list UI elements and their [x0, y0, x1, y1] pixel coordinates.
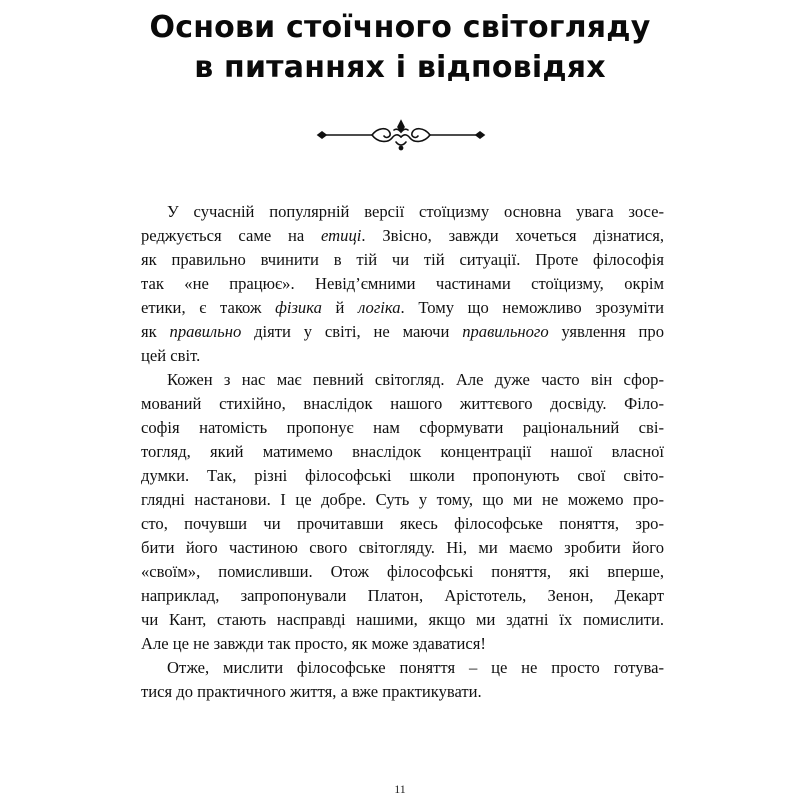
text-line: [141, 608, 664, 632]
text-line: [141, 392, 664, 416]
text-run: Кожен з нас має певний світогляд. Але дуже часто він сфор-: [167, 370, 664, 389]
paragraph: [141, 656, 664, 704]
text-run: наприклад, запропонували Платон, Арістотель, Зенон, Декарт: [141, 586, 664, 605]
text-line: [141, 296, 664, 320]
text-line: [141, 344, 664, 368]
text-run: Але це не завжди так просто, як може здаватися!: [141, 634, 486, 653]
text-line: [141, 320, 664, 344]
text-line: [141, 416, 664, 440]
text-run: цей світ.: [141, 346, 201, 365]
text-line: [141, 512, 664, 536]
text-run: чи Кант, стають насправді нашими, якщо ми здатні їх помислити.: [141, 610, 664, 629]
text-run: сто, почувши чи прочитавши якесь філософське поняття, зро-: [141, 514, 664, 533]
ornament-flourish-icon: [316, 118, 486, 152]
text-line: [141, 680, 664, 704]
text-run: так «не працює». Невід’ємними частинами стоїцизму, окрім: [141, 274, 664, 293]
italic-term: етиці: [321, 226, 362, 245]
text-run: «своїм», помисливши. Отож філософські поняття, які вперше,: [141, 562, 664, 581]
italic-term: правильно: [169, 322, 242, 341]
text-line: [141, 584, 664, 608]
text-run: . Тому що неможливо зрозуміти: [400, 298, 664, 317]
text-line: [141, 656, 664, 680]
text-line: [141, 488, 664, 512]
text-run: уявлення про: [548, 322, 664, 341]
text-run: тогляд, який матимемо внаслідок концентрації нашої власної: [141, 442, 664, 461]
text-line: [141, 464, 664, 488]
text-run: . Звісно, завжди хочеться дізнатися,: [361, 226, 664, 245]
text-run: У сучасній популярній версії стоїцизму основна увага зосе-: [167, 202, 664, 221]
text-run: мований стихійно, внаслідок нашого життєвого досвіду. Філо-: [141, 394, 664, 413]
page-number: 11: [394, 782, 406, 796]
paragraph: [141, 200, 664, 368]
text-run: глядні настанови. І це добре. Суть у тому, що ми не можемо про-: [141, 490, 664, 509]
text-line: [141, 224, 664, 248]
text-run: етики, є також: [141, 298, 276, 317]
text-run: як: [141, 322, 170, 341]
text-line: [141, 632, 664, 656]
text-line: [141, 248, 664, 272]
text-line: [141, 536, 664, 560]
text-run: реджується саме на: [141, 226, 322, 245]
text-run: й: [321, 298, 359, 317]
text-line: [141, 368, 664, 392]
text-run: тися до практичного життя, а вже практикувати.: [141, 682, 482, 701]
text-run: діяти у світі, не маючи: [241, 322, 463, 341]
text-line: [141, 272, 664, 296]
body-text: [141, 200, 664, 704]
italic-term: правильного: [462, 322, 549, 341]
text-run: бити його частиною свого світогляду. Ні, ми маємо зробити його: [141, 538, 664, 557]
text-run: як правильно вчинити в тій чи тій ситуації. Проте філософія: [141, 250, 664, 269]
italic-term: логіка: [358, 298, 401, 317]
italic-term: фізика: [275, 298, 322, 317]
text-line: [141, 200, 664, 224]
text-line: [141, 560, 664, 584]
chapter-title: [0, 8, 800, 88]
text-line: [141, 440, 664, 464]
text-run: софія натомість пропонує нам сформувати раціональний сві-: [141, 418, 664, 437]
chapter-title-line-2: в питаннях і відповідях: [194, 50, 606, 85]
paragraph: [141, 368, 664, 656]
chapter-title-line-1: Основи стоїчного світогляду: [149, 10, 651, 45]
text-run: Отже, мислити філософське поняття – це не просто готува-: [167, 658, 664, 677]
text-run: думки. Так, різні філософські школи пропонують свої світо-: [141, 466, 664, 485]
